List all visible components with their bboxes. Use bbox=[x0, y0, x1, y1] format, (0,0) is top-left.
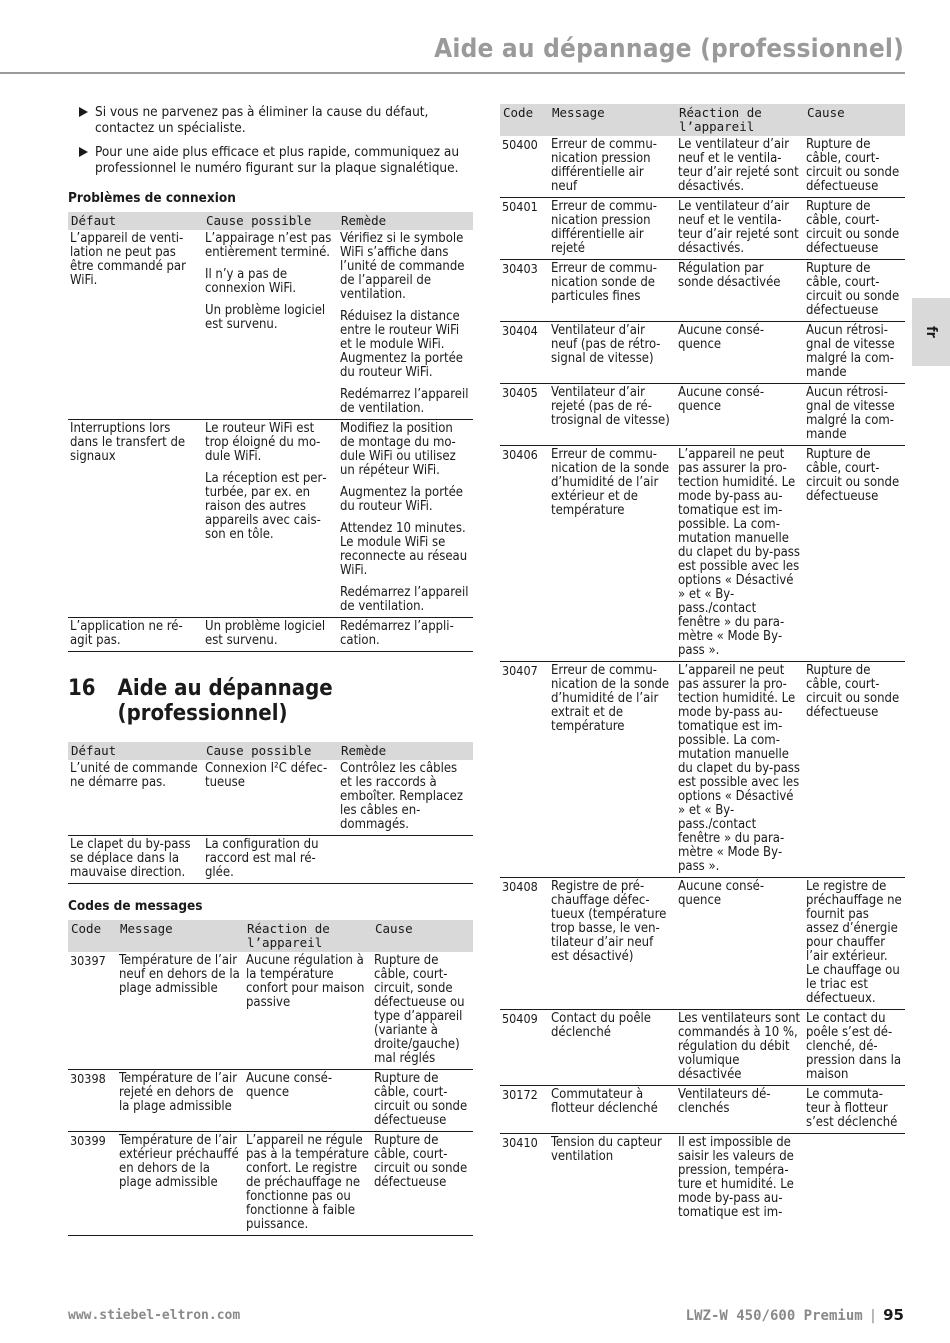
remede-text: Réduisez la distance entre le routeur WiFi et le module WiFi. Augmentez la portée du routeur WiFi. bbox=[340, 309, 463, 380]
table-header-row bbox=[500, 104, 905, 136]
footer-product-info bbox=[686, 1306, 904, 1324]
cell-code: 30397 bbox=[68, 952, 117, 1070]
cell-reaction: Aucune conséquence bbox=[244, 1070, 372, 1132]
cause-text: L’appairage n’est pas entièrement terminé. bbox=[205, 231, 332, 260]
section-title bbox=[68, 676, 473, 726]
table-row bbox=[68, 952, 473, 1070]
cause-text: Il n’y a pas de connexion WiFi. bbox=[205, 267, 297, 296]
cell-cause bbox=[203, 618, 338, 652]
cell-defaut: L’unité de commande ne démarre pas. bbox=[68, 760, 203, 836]
table-header-row bbox=[68, 742, 473, 760]
intro-bullet bbox=[68, 144, 473, 176]
column-header-cause: Cause possible bbox=[203, 742, 338, 760]
table-row bbox=[500, 1086, 905, 1134]
cell-reaction: Le ventilateur d’air neuf et le ventilateur d’air rejeté sont désactivés. bbox=[676, 198, 804, 260]
cell-cause: Rupture de câble, court-circuit ou sonde défectueuse bbox=[804, 198, 905, 260]
cell-reaction: Aucune conséquence bbox=[676, 384, 804, 446]
table-row bbox=[500, 198, 905, 260]
column-header-message: Message bbox=[117, 920, 244, 952]
cell-remede bbox=[338, 618, 473, 652]
cell-message: Température de l’air rejeté en dehors de la plage admissible bbox=[117, 1070, 244, 1132]
footer-separator: | bbox=[868, 1308, 878, 1324]
table-row bbox=[68, 760, 473, 836]
language-tab bbox=[912, 298, 950, 366]
intro-bullet-text: Pour une aide plus efficace et plus rapide, communiquez au professionnel le numéro figurant sur la plaque signalétique. bbox=[95, 144, 460, 176]
table-header-row bbox=[68, 212, 473, 230]
cause-text: La réception est perturbée, par ex. en raison des autres appareils avec caisson en tôle. bbox=[205, 471, 327, 542]
table-row bbox=[500, 322, 905, 384]
cell-message: Erreur de communication pression différentielle air neuf bbox=[549, 136, 676, 198]
cell-code: 50401 bbox=[500, 198, 549, 260]
cell-code: 30406 bbox=[500, 446, 549, 662]
cell-message: Température de l’air extérieur préchauffé en dehors de la plage admissible bbox=[117, 1132, 244, 1236]
column-header-message: Message bbox=[549, 104, 676, 136]
cell-message: Température de l’air neuf en dehors de la plage admissible bbox=[117, 952, 244, 1070]
table-row bbox=[500, 662, 905, 878]
footer-website: www.stiebel-eltron.com bbox=[68, 1308, 241, 1323]
codes-table-right bbox=[500, 104, 905, 1223]
cell-defaut: L’appareil de ventilation ne peut pas être commandé par WiFi. bbox=[68, 230, 203, 420]
column-header-code: Code bbox=[68, 920, 117, 952]
cell-code: 50409 bbox=[500, 1010, 549, 1086]
remede-text: Modifiez la position de montage du module WiFi ou utilisez un répéteur WiFi. bbox=[340, 421, 456, 478]
table-row bbox=[500, 384, 905, 446]
cell-cause: Rupture de câble, court-circuit, sonde défectueuse ou type d’appareil (variante à droite/gauche) mal réglés bbox=[372, 952, 473, 1070]
cell-message: Ventilateur d’air neuf (pas de rétrosignal de vitesse) bbox=[549, 322, 676, 384]
section-number: 16 bbox=[68, 676, 96, 701]
cell-code: 30407 bbox=[500, 662, 549, 878]
cell-cause bbox=[804, 1134, 905, 1224]
cell-cause bbox=[203, 420, 338, 618]
cell-message: Contact du poêle déclenché bbox=[549, 1010, 676, 1086]
cell-message: Erreur de communication de la sonde d’humidité de l’air extérieur et de température bbox=[549, 446, 676, 662]
column-header-cause: Cause bbox=[804, 104, 905, 136]
header-rule bbox=[0, 72, 905, 74]
cell-remede bbox=[338, 230, 473, 420]
cell-code: 30404 bbox=[500, 322, 549, 384]
connexion-heading: Problèmes de connexion bbox=[68, 190, 236, 206]
cell-code: 30405 bbox=[500, 384, 549, 446]
cell-reaction: L’appareil ne régule pas à la température confort. Le registre de préchauffage ne fonctionne pas ou fonctionne à faible puissance. bbox=[244, 1132, 372, 1236]
cell-cause: Le registre de préchauffage ne fournit pas assez d’énergie pour chauffer l’air extérieur. Le chauffage ou le triac est défectueux. bbox=[804, 878, 905, 1010]
column-header-remede: Remède bbox=[338, 212, 473, 230]
cell-cause: La configuration du raccord est mal réglée. bbox=[203, 836, 338, 884]
troubleshooting-table bbox=[68, 742, 473, 884]
cell-code: 30399 bbox=[68, 1132, 117, 1236]
column-header-reaction: Réaction de l’appareil bbox=[244, 920, 372, 952]
cause-text: Le routeur WiFi est trop éloigné du module WiFi. bbox=[205, 421, 321, 464]
cell-cause: Le contact du poêle s’est déclenché, dépression dans la maison bbox=[804, 1010, 905, 1086]
codes-heading: Codes de messages bbox=[68, 898, 203, 914]
cell-message: Erreur de communication de la sonde d’humidité de l’air extrait et de température bbox=[549, 662, 676, 878]
cell-message: Erreur de communication sonde de particules fines bbox=[549, 260, 676, 322]
arrow-bullet-icon bbox=[79, 147, 88, 157]
connexion-table bbox=[68, 212, 473, 652]
language-tab-label: fr bbox=[922, 326, 939, 338]
cause-text: Un problème logiciel est survenu. bbox=[205, 303, 326, 332]
table-row bbox=[500, 1010, 905, 1086]
cell-message: Erreur de communication pression différentielle air rejeté bbox=[549, 198, 676, 260]
table-header-row bbox=[68, 920, 473, 952]
column-header-cause: Cause possible bbox=[203, 212, 338, 230]
cell-cause: Rupture de câble, court-circuit ou sonde défectueuse bbox=[804, 446, 905, 662]
cell-reaction: Aucune conséquence bbox=[676, 878, 804, 1010]
cell-reaction: Aucune régulation à la température confort pour maison passive bbox=[244, 952, 372, 1070]
left-column bbox=[68, 104, 473, 1236]
page-header-title: Aide au dépannage (professionnel) bbox=[434, 34, 904, 64]
cell-code: 30172 bbox=[500, 1086, 549, 1134]
table-row bbox=[500, 878, 905, 1010]
cell-reaction: Le ventilateur d’air neuf et le ventilateur d’air rejeté sont désactivés. bbox=[676, 136, 804, 198]
cell-cause: Connexion I²C défectueuse bbox=[203, 760, 338, 836]
cell-cause: Aucun rétrosignal de vitesse malgré la commande bbox=[804, 322, 905, 384]
cell-message: Registre de préchauffage défectueux (température trop basse, le ventilateur d’air neuf est désactivé) bbox=[549, 878, 676, 1010]
cell-cause: Le commutateur à flotteur s’est déclenché bbox=[804, 1086, 905, 1134]
table-row bbox=[500, 136, 905, 198]
cause-text: Un problème logiciel est survenu. bbox=[205, 619, 326, 648]
table-row bbox=[500, 260, 905, 322]
table-row bbox=[500, 1134, 905, 1224]
cell-cause: Rupture de câble, court-circuit ou sonde défectueuse bbox=[372, 1132, 473, 1236]
cell-message: Ventilateur d’air rejeté (pas de rétrosignal de vitesse) bbox=[549, 384, 676, 446]
cell-defaut: L’application ne réagit pas. bbox=[68, 618, 203, 652]
cell-code: 50400 bbox=[500, 136, 549, 198]
section-title-text: Aide au dépannage (professionnel) bbox=[117, 676, 333, 726]
table-row bbox=[68, 420, 473, 618]
cell-defaut: Interruptions lors dans le transfert de signaux bbox=[68, 420, 203, 618]
column-header-defaut: Défaut bbox=[68, 742, 203, 760]
cell-reaction: Il est impossible de saisir les valeurs de pression, température et humidité. Le mode by-pass automatique est im- bbox=[678, 1135, 794, 1220]
cell-remede: Contrôlez les câbles et les raccords à emboîter. Remplacez les câbles endommagés. bbox=[338, 760, 473, 836]
cell-defaut: Le clapet du by-pass se déplace dans la mauvaise direction. bbox=[68, 836, 203, 884]
cell-message: Tension du capteur ventilation bbox=[551, 1135, 662, 1164]
arrow-bullet-icon bbox=[79, 107, 88, 117]
cell-message: Commutateur à flotteur déclenché bbox=[549, 1086, 676, 1134]
remede-text: Vérifiez si le symbole WiFi s’affiche dans l’unité de commande de l’appareil de ventilation. bbox=[340, 231, 465, 302]
remede-text: Redémarrez l’appareil de ventilation. bbox=[340, 387, 469, 416]
cell-cause: Rupture de câble, court-circuit ou sonde défectueuse bbox=[372, 1070, 473, 1132]
page-number: 95 bbox=[883, 1306, 904, 1324]
intro-bullet-text: Si vous ne parvenez pas à éliminer la cause du défaut, contactez un spécialiste. bbox=[95, 104, 429, 136]
cell-code: 30410 bbox=[502, 1135, 538, 1150]
column-header-remede: Remède bbox=[338, 742, 473, 760]
table-row bbox=[68, 618, 473, 652]
column-header-cause: Cause bbox=[372, 920, 473, 952]
table-row bbox=[68, 1132, 473, 1236]
column-header-defaut: Défaut bbox=[68, 212, 203, 230]
table-row bbox=[500, 446, 905, 662]
cell-reaction: Aucune conséquence bbox=[676, 322, 804, 384]
cell-code: 30408 bbox=[500, 878, 549, 1010]
cell-remede bbox=[338, 836, 473, 884]
cell-remede bbox=[338, 420, 473, 618]
cell-code: 30403 bbox=[500, 260, 549, 322]
cell-cause: Rupture de câble, court-circuit ou sonde défectueuse bbox=[804, 136, 905, 198]
cell-reaction: L’appareil ne peut pas assurer la protection humidité. Le mode by-pass automatique est impossible. La commutation manuelle du clapet du by-pass est possible avec les options « Désactivé » et « By-pass./contact fenêtre » du paramètre « Mode Bypass ». bbox=[676, 662, 804, 878]
cell-reaction: Les ventilateurs sont commandés à 10 %, régulation du débit volumique désactivée bbox=[676, 1010, 804, 1086]
remede-text: Redémarrez l’application. bbox=[340, 619, 454, 648]
table-row bbox=[68, 230, 473, 420]
cell-reaction: Régulation par sonde désactivée bbox=[676, 260, 804, 322]
remede-text: Augmentez la portée du routeur WiFi. bbox=[340, 485, 463, 514]
table-row bbox=[68, 836, 473, 884]
codes-table-left bbox=[68, 920, 473, 1236]
remede-text: Redémarrez l’appareil de ventilation. bbox=[340, 585, 469, 614]
cell-cause: Aucun rétrosignal de vitesse malgré la commande bbox=[804, 384, 905, 446]
remede-text: Attendez 10 minutes. Le module WiFi se reconnecte au réseau WiFi. bbox=[340, 521, 468, 578]
cell-code: 30398 bbox=[68, 1070, 117, 1132]
table-row bbox=[68, 1070, 473, 1132]
right-column bbox=[500, 104, 905, 1223]
cell-reaction: L’appareil ne peut pas assurer la protection humidité. Le mode by-pass automatique est impossible. La commutation manuelle du clapet du by-pass est possible avec les options « Désactivé » et « By-pass./contact fenêtre » du paramètre « Mode Bypass ». bbox=[676, 446, 804, 662]
cell-reaction: Ventilateurs déclenchés bbox=[676, 1086, 804, 1134]
column-header-code: Code bbox=[500, 104, 549, 136]
intro-bullet bbox=[68, 104, 473, 136]
cell-cause: Rupture de câble, court-circuit ou sonde défectueuse bbox=[804, 662, 905, 878]
cell-cause: Rupture de câble, court-circuit ou sonde défectueuse bbox=[804, 260, 905, 322]
footer-product: LWZ-W 450/600 Premium bbox=[685, 1308, 863, 1324]
cell-cause bbox=[203, 230, 338, 420]
column-header-reaction: Réaction de l’appareil bbox=[676, 104, 804, 136]
